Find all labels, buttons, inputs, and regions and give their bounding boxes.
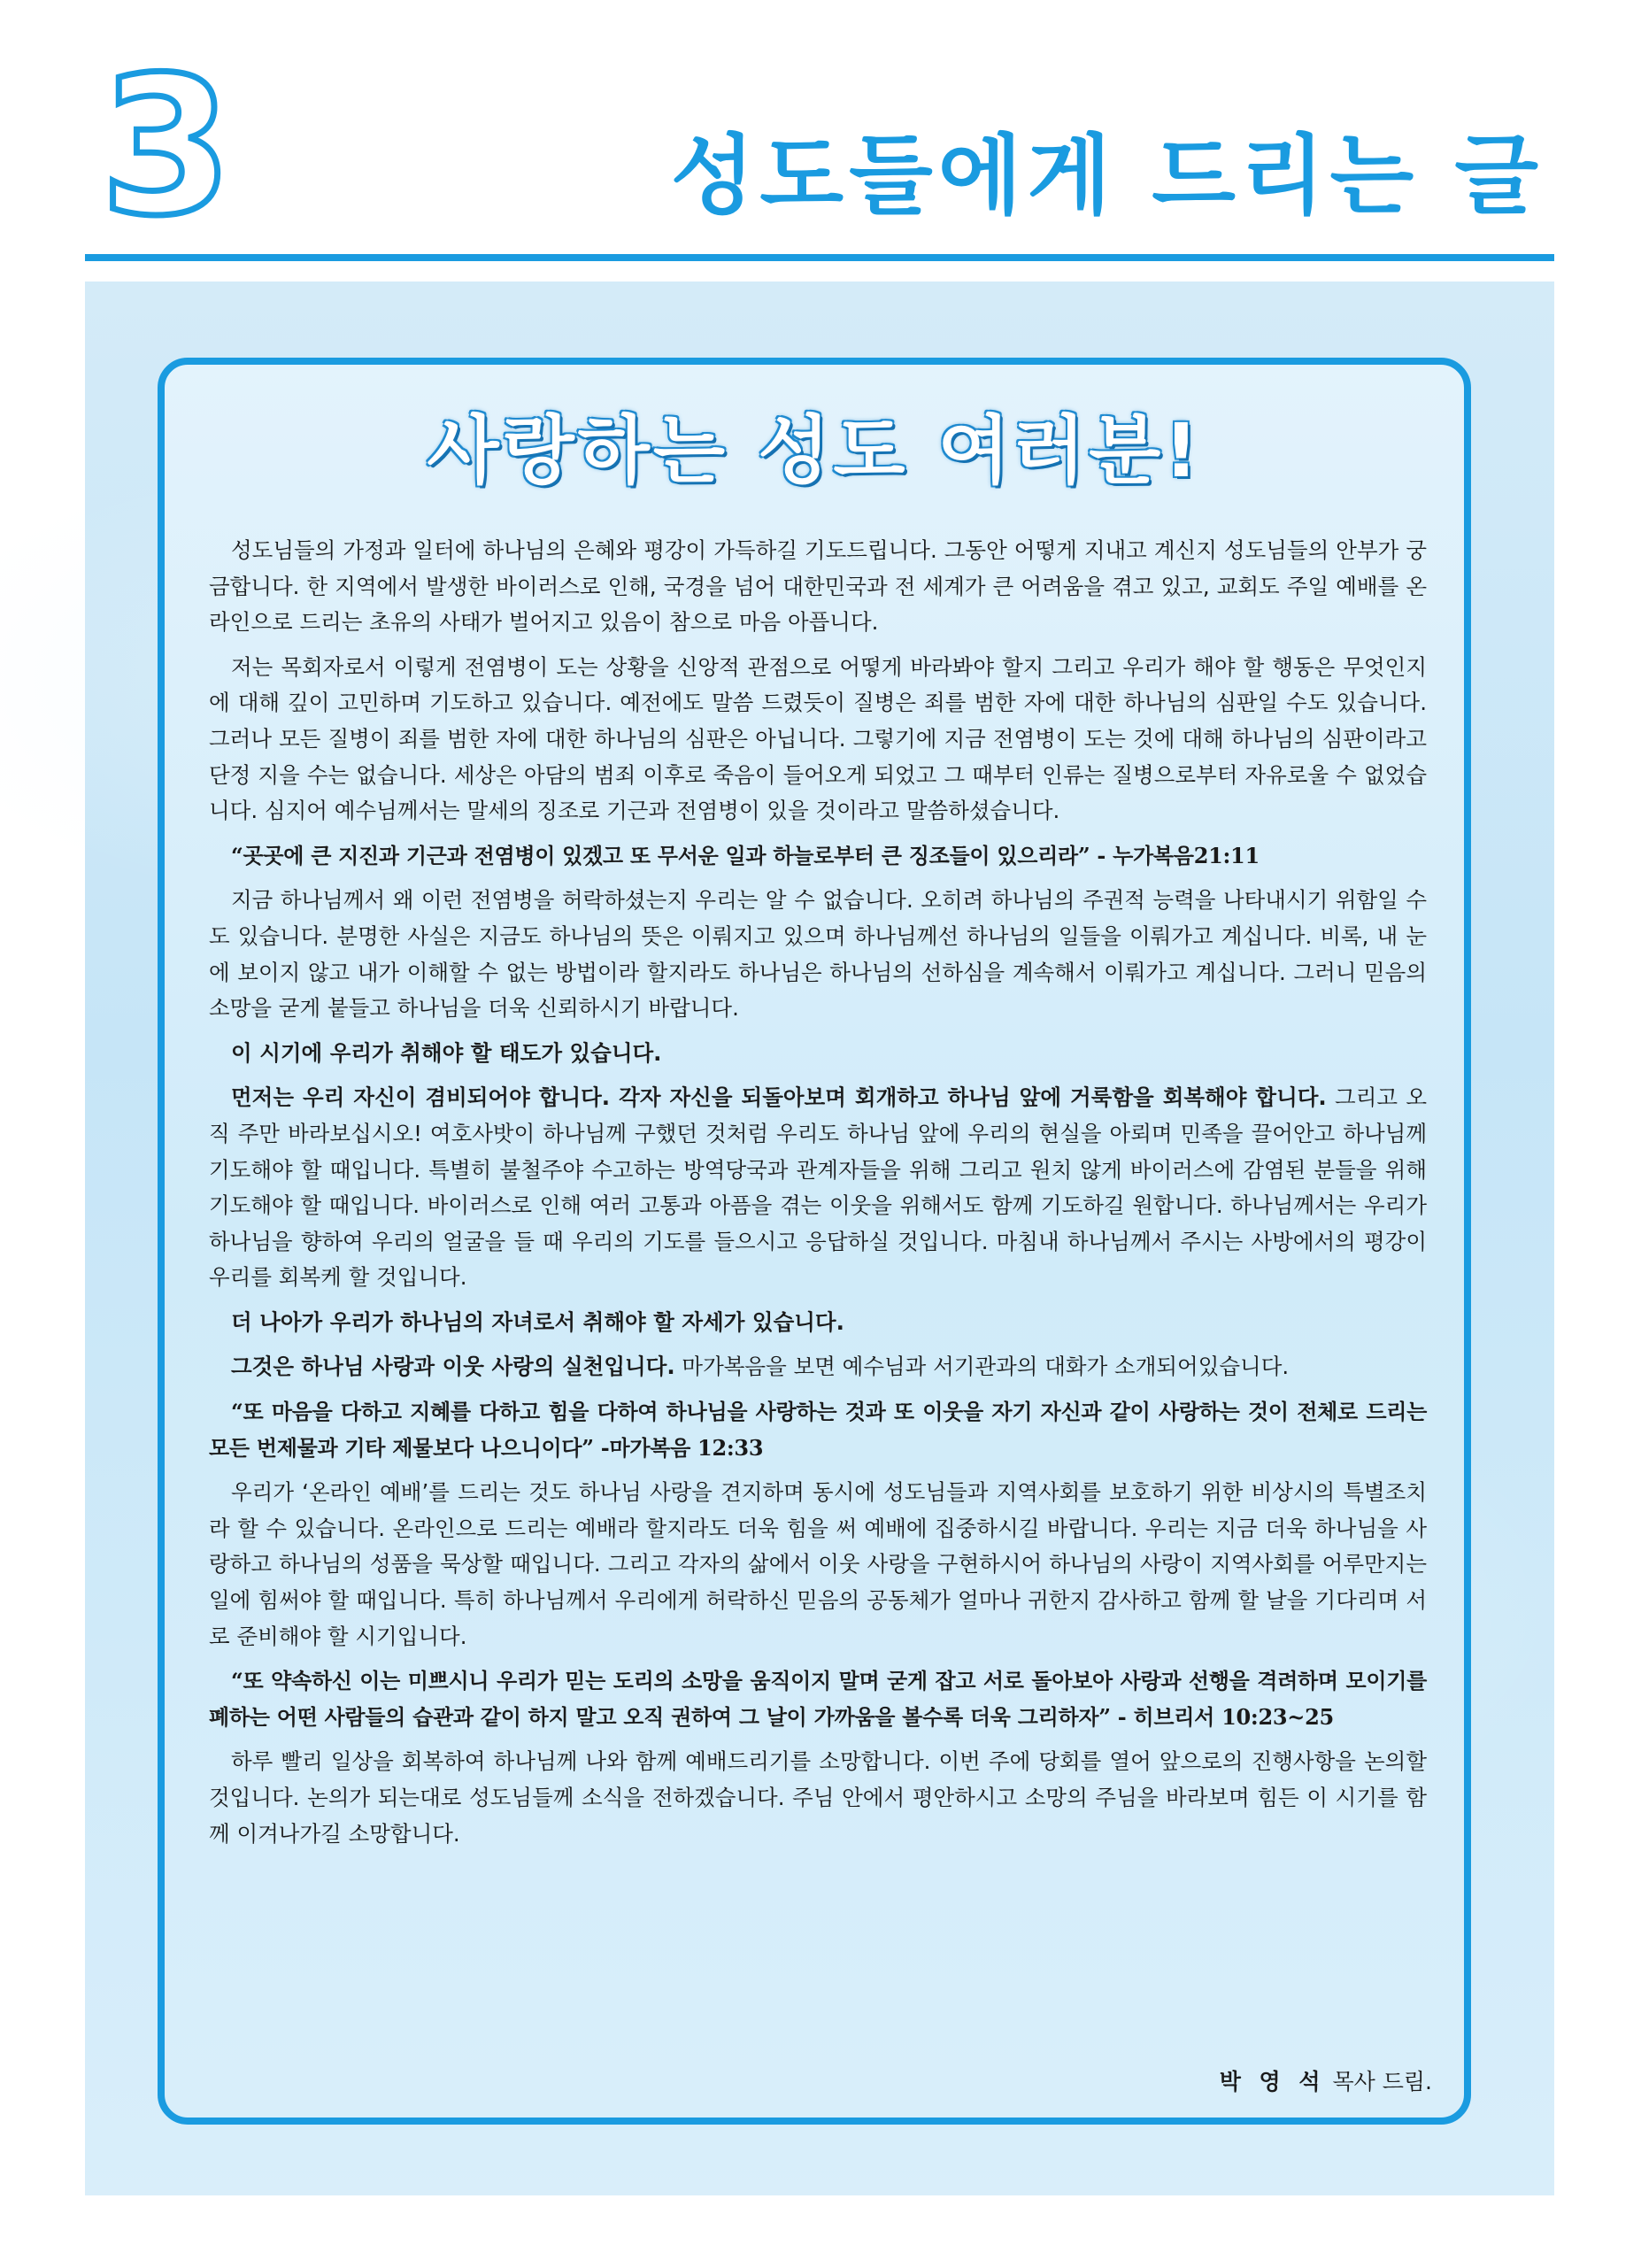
letter-body (209, 533, 1427, 1861)
scripture-quote: “또 약속하신 이는 미쁘시니 우리가 믿는 도리의 소망을 움직이지 말며 굳게 잡고 서로 돌아보아 사랑과 선행을 격려하며 모이기를 폐하는 어떤 사람들의 습관과 같이 하지 말고 오직 권하여 그 날이 가까움을 볼수록 더욱 그리하자” - 히브리서 10:23~25 (209, 1668, 1427, 1730)
section-number-text: 3 (100, 64, 233, 232)
title-divider (85, 254, 1554, 261)
letter-card (158, 358, 1471, 2125)
paragraph-text: 마가복음을 보면 예수님과 서기관과의 대화가 소개되어있습니다. (674, 1354, 1290, 1380)
page-title: 성도들에게 드리는 글 (670, 126, 1544, 227)
section-number (87, 64, 246, 232)
paragraph: 성도님들의 가정과 일터에 하나님의 은혜와 평강이 가득하길 기도드립니다. 그동안 어떻게 지내고 계신지 성도님들의 안부가 궁금합니다. 한 지역에서 발생한 바이러스로 인해, 국경을 넘어 대한민국과 전 세계가 큰 어려움을 겪고 있고, 교회도 주일 예배를 온라인으로 드리는 초유의 사태가 벌어지고 있음이 참으로 마음 아픕니다. (209, 537, 1427, 636)
signature (1220, 2064, 1432, 2096)
signature-name: 박 영 석 (1219, 2069, 1326, 2094)
paragraph (209, 1080, 1427, 1296)
paragraph: 지금 하나님께서 왜 이런 전염병을 허락하셨는지 우리는 알 수 없습니다. 오히려 하나님의 주권적 능력을 나타내시기 위함일 수도 있습니다. 분명한 사실은 지금도 하나님의 뜻은 이뤄지고 있으며 하나님께선 하나님의 일들을 이뤄가고 계십니다. 비록, 내 눈에 보이지 않고 내가 이해할 수 없는 방법이라 할지라도 하나님은 하나님의 선하심을 계속해서 이뤄가고 계십니다. 그러니 믿음의 소망을 굳게 붙들고 하나님을 더욱 신뢰하시기 바랍니다. (209, 887, 1427, 1022)
letter-heading: 사랑하는 성도 여러분! (427, 407, 1202, 494)
paragraph (209, 1349, 1427, 1385)
section-statement: 더 나아가 우리가 하나님의 자녀로서 취해야 할 자세가 있습니다. (231, 1308, 844, 1335)
paragraph: 하루 빨리 일상을 회복하여 하나님께 나와 함께 예배드리기를 소망합니다. 이번 주에 당회를 열어 앞으로의 진행사항을 논의할 것입니다. 논의가 되는대로 성도님들께 소식을 전하겠습니다. 주님 안에서 평안하시고 소망의 주님을 바라보며 힘든 이 시기를 함께 이겨나가길 소망합니다. (209, 1748, 1427, 1847)
paragraph-emphasis: 먼저는 우리 자신이 겸비되어야 합니다. 각자 자신을 되돌아보며 회개하고 하나님 앞에 거룩함을 회복해야 합니다. (231, 1084, 1327, 1111)
paragraph: 저는 목회자로서 이렇게 전염병이 도는 상황을 신앙적 관점으로 어떻게 바라봐야 할지 그리고 우리가 해야 할 행동은 무엇인지에 대해 깊이 고민하며 기도하고 있습니다. 예전에도 말씀 드렸듯이 질병은 죄를 범한 자에 대한 하나님의 심판일 수도 있습니다. 그러나 모든 질병이 죄를 범한 자에 대한 하나님의 심판은 아닙니다. 그렇기에 지금 전염병이 도는 것에 대해 하나님의 심판이라고 단정 지을 수는 없습니다. 세상은 아담의 범죄 이후로 죽음이 들어오게 되었고 그 때부터 인류는 질병으로부터 자유로울 수 없었습니다. 심지어 예수님께서는 말세의 징조로 기근과 전염병이 있을 것이라고 말씀하셨습니다. (209, 653, 1427, 824)
paragraph: 우리가 ‘온라인 예배’를 드리는 것도 하나님 사랑을 견지하며 동시에 성도님들과 지역사회를 보호하기 위한 비상시의 특별조치라 할 수 있습니다. 온라인으로 드리는 예배라 할지라도 더욱 힘을 써 예배에 집중하시길 바랍니다. 우리는 지금 더욱 하나님을 사랑하고 하나님의 성품을 묵상할 때입니다. 그리고 각자의 삶에서 이웃 사랑을 구현하시어 하나님의 사랑이 지역사회를 어루만지는 일에 힘써야 할 때입니다. 특히 하나님께서 우리에게 허락하신 믿음의 공동체가 얼마나 귀한지 감사하고 함께 할 날을 기다리며 서로 준비해야 할 시기입니다. (209, 1479, 1427, 1649)
scripture-quote: “또 마음을 다하고 지혜를 다하고 힘을 다하여 하나님을 사랑하는 것과 또 이웃을 자기 자신과 같이 사랑하는 것이 전체로 드리는 모든 번제물과 기타 제물보다 나으니이다” -마가복음 12:33 (209, 1399, 1427, 1461)
signature-title: 목사 드림. (1325, 2069, 1432, 2094)
section-statement: 이 시기에 우리가 취해야 할 태도가 있습니다. (231, 1039, 662, 1066)
scripture-quote: “곳곳에 큰 지진과 기근과 전염병이 있겠고 또 무서운 일과 하늘로부터 큰 징조들이 있으리라” - 누가복음21:11 (231, 842, 1260, 868)
paragraph-emphasis: 그것은 하나님 사랑과 이웃 사랑의 실천입니다. (231, 1354, 675, 1380)
paragraph-text: 그리고 오직 주만 바라보십시오! 여호사밧이 하나님께 구했던 것처럼 우리도 하나님 앞에 우리의 현실을 아뢰며 민족을 끌어안고 하나님께 기도해야 할 때입니다. 특별히 불철주야 수고하는 방역당국과 관계자들을 위해 그리고 원치 않게 바이러스에 감염된 분들을 위해 기도해야 할 때입니다. 바이러스로 인해 여러 고통과 아픔을 겪는 이웃을 위해서도 함께 기도하길 원합니다. 하나님께서는 우리가 하나님을 향하여 우리의 얼굴을 들 때 우리의 기도를 들으시고 응답하실 것입니다. 마침내 하나님께서 주시는 사방에서의 평강이 우리를 회복케 할 것입니다. (209, 1084, 1427, 1291)
